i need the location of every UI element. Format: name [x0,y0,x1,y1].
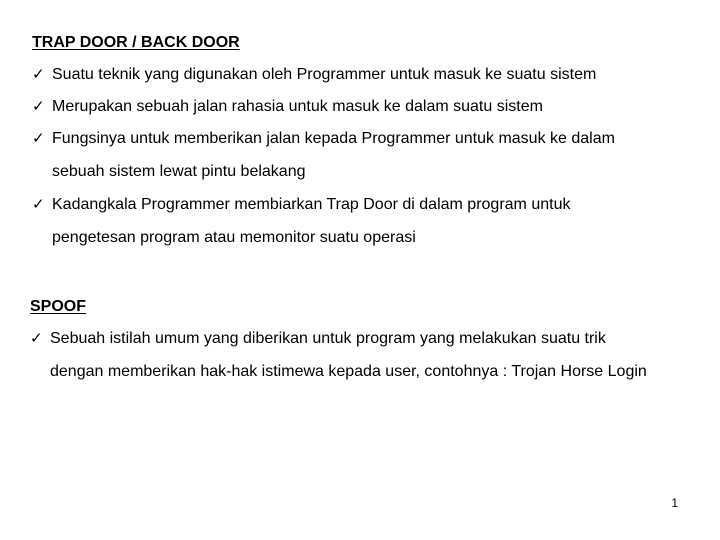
bullet-item [32,58,672,91]
checkmark-icon: ✓ [32,130,45,147]
bullet-item [30,322,660,388]
page-number: 1 [671,496,678,510]
bullet-text: Sebuah istilah umum yang diberikan untuk program yang melakukan suatu trik dengan memberikan hak-hak istimewa kepada user, contohnya : Trojan Horse Login [50,330,647,380]
bullet-text: Merupakan sebuah jalan rahasia untuk masuk ke dalam suatu sistem [52,98,543,115]
checkmark-icon: ✓ [32,98,45,115]
bullet-text: Suatu teknik yang digunakan oleh Programmer untuk masuk ke suatu sistem [52,66,597,83]
checkmark-icon: ✓ [32,196,45,213]
bullet-text: Kadangkala Programmer membiarkan Trap Door di dalam program untuk pengetesan program atau memonitor suatu operasi [52,196,571,246]
bullet-item [32,188,652,254]
bullet-item [32,122,652,188]
bullet-item [32,90,672,123]
section-title-trap-door: TRAP DOOR / BACK DOOR [32,34,240,51]
section-title-spoof: SPOOF [30,298,87,315]
checkmark-icon: ✓ [30,330,43,347]
checkmark-icon: ✓ [32,66,45,83]
bullet-text: Fungsinya untuk memberikan jalan kepada Programmer untuk masuk ke dalam sebuah sistem lewat pintu belakang [52,130,615,180]
